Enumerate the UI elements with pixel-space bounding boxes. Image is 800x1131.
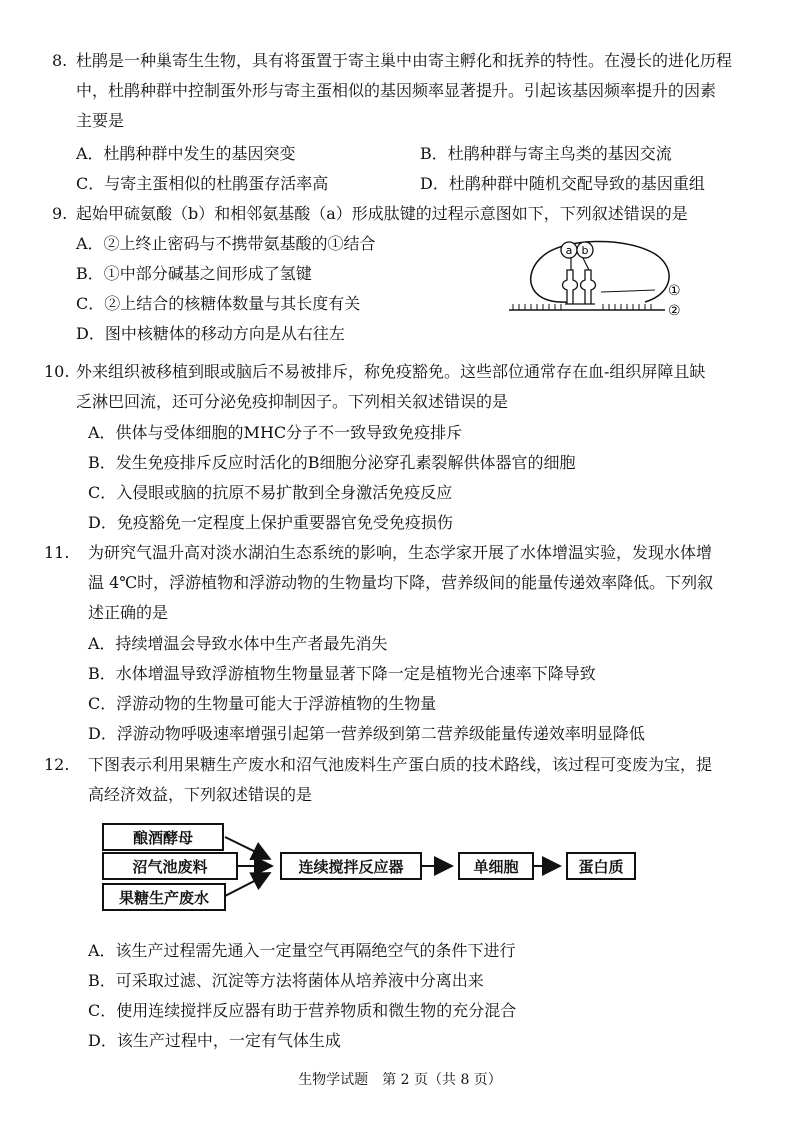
option-a: A．持续增温会导致水体中生产者最先消失 <box>88 634 388 653</box>
option-d: D．浮游动物呼吸速率增强引起第一营养级到第二营养级能量传递效率明显降低 <box>88 724 645 743</box>
option-b: B．①中部分碱基之间形成了氢键 <box>76 264 312 283</box>
option-b: B．杜鹃种群与寄主鸟类的基因交流 <box>420 144 672 163</box>
flow-input-fructose-wastewater: 果糖生产废水 <box>102 883 226 911</box>
question-stem-line: 外来组织被移植到眼或脑后不易被排斥，称免疫豁免。这些部位通常存在血-组织屏障且缺 <box>76 362 706 381</box>
option-d: D．该生产过程中，一定有气体生成 <box>88 1031 341 1050</box>
question-number: 12. <box>44 755 70 774</box>
option-a: A．②上终止密码与不携带氨基酸的①结合 <box>76 234 376 253</box>
option-a: A．该生产过程需先通入一定量空气再隔绝空气的条件下进行 <box>88 941 516 960</box>
question-stem-line: 杜鹃是一种巢寄生生物，具有将蛋置于寄主巢中由寄主孵化和抚养的特性。在漫长的进化历程 <box>76 51 733 70</box>
option-a: A．杜鹃种群中发生的基因突变 <box>76 144 296 163</box>
option-c: C．使用连续搅拌反应器有助于营养物质和微生物的充分混合 <box>88 1001 517 1020</box>
question-stem-line: 主要是 <box>76 111 125 130</box>
option-b: B．水体增温导致浮游植物生物量显著下降一定是植物光合速率下降导致 <box>88 664 596 683</box>
question-stem-line: 起始甲硫氨酸（b）和相邻氨基酸（a）形成肽键的过程示意图如下，下列叙述错误的是 <box>76 204 688 223</box>
option-c: C．与寄主蛋相似的杜鹃蛋存活率高 <box>76 174 329 193</box>
question-number: 8. <box>52 51 68 70</box>
flow-protein: 蛋白质 <box>566 852 636 880</box>
option-c: C．浮游动物的生物量可能大于浮游植物的生物量 <box>88 694 437 713</box>
question-stem-line: 下图表示利用果糖生产废水和沼气池废料生产蛋白质的技术路线，该过程可变废为宝，提 <box>88 755 713 774</box>
option-c: C．入侵眼或脑的抗原不易扩散到全身激活免疫反应 <box>88 483 453 502</box>
option-b: B．可采取过滤、沉淀等方法将菌体从培养液中分离出来 <box>88 971 484 990</box>
option-c: C．②上结合的核糖体数量与其长度有关 <box>76 294 361 313</box>
question-stem-line: 温 4℃时，浮游植物和浮游动物的生物量均下降，营养级间的能量传递效率降低。下列叙 <box>88 573 714 592</box>
question-number: 11. <box>44 543 70 562</box>
question-stem-line: 述正确的是 <box>88 603 169 622</box>
question-stem-line: 中，杜鹃种群中控制蛋外形与寄主蛋相似的基因频率显著提升。引起该基因频率提升的因素 <box>76 81 717 100</box>
flow-single-cell: 单细胞 <box>458 852 534 880</box>
label-2: ② <box>668 303 681 319</box>
question-stem-line: 高经济效益，下列叙述错误的是 <box>88 785 313 804</box>
label-b: b <box>581 244 589 257</box>
flow-input-biogas-waste: 沼气池废料 <box>102 852 238 880</box>
question-stem-line: 为研究气温升高对淡水湖泊生态系统的影响，生态学家开展了水体增温实验，发现水体增 <box>88 543 713 562</box>
option-d: D．杜鹃种群中随机交配导致的基因重组 <box>420 174 705 193</box>
question-number: 10. <box>44 362 70 381</box>
option-d: D．图中核糖体的移动方向是从右往左 <box>76 324 345 343</box>
flow-reactor: 连续搅拌反应器 <box>280 852 422 880</box>
question-stem-line: 乏淋巴回流，还可分泌免疫抑制因子。下列相关叙述错误的是 <box>76 392 509 411</box>
option-d: D．免疫豁免一定程度上保护重要器官免受免疫损伤 <box>88 513 453 532</box>
option-b: B．发生免疫排斥反应时活化的B细胞分泌穿孔素裂解供体器官的细胞 <box>88 453 576 472</box>
label-1: ① <box>668 283 681 299</box>
page-footer: 生物学试题 第 2 页（共 8 页） <box>298 1072 502 1088</box>
question-number: 9. <box>52 204 68 223</box>
option-a: A．供体与受体细胞的MHC分子不一致导致免疫排斥 <box>88 423 463 442</box>
flow-input-yeast: 酿酒酵母 <box>102 823 224 851</box>
label-a: a <box>565 244 573 257</box>
